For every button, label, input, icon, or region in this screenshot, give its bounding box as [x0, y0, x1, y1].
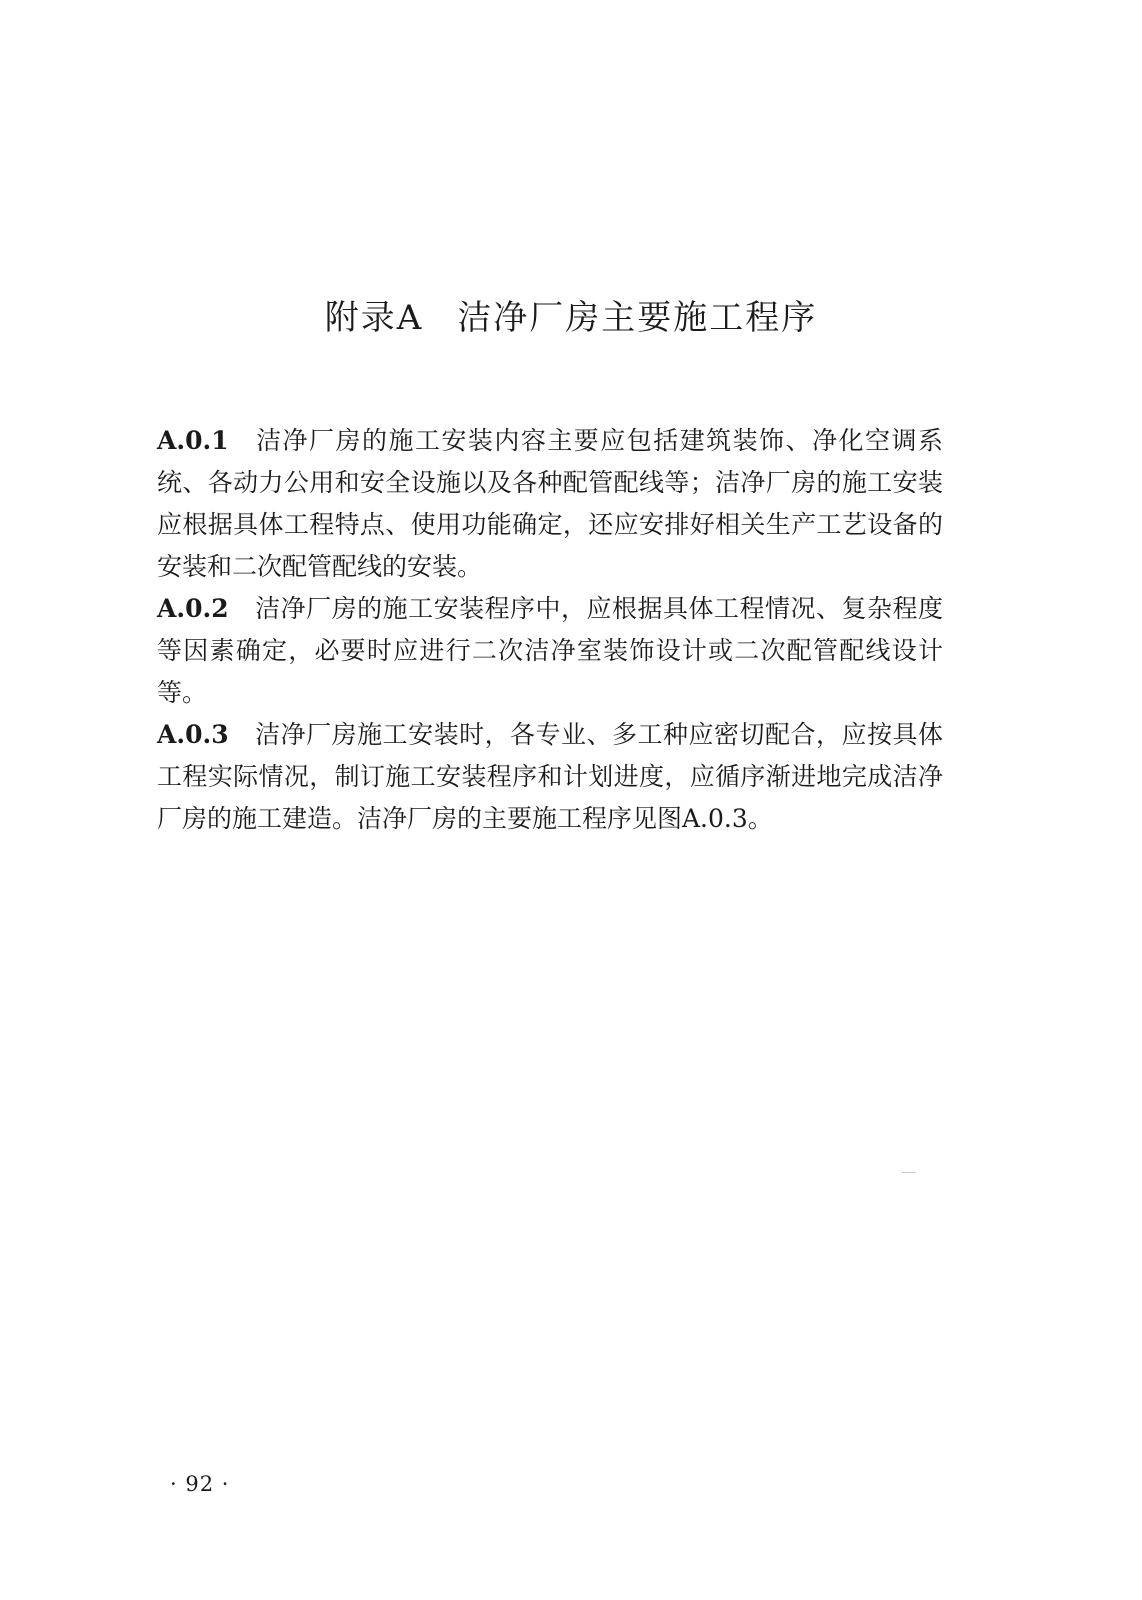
clause-a01 [157, 420, 943, 588]
scan-mark [902, 1172, 916, 1173]
page-number: · 92 · [170, 1472, 230, 1496]
clause-text: 洁净厂房的施工安装内容主要应包括建筑装饰、净化空调系统、各动力公用和安全设施以及各种配管配线等；洁净厂房的施工安装应根据具体工程特点、使用功能确定，还应安排好相关生产工艺设备的安装和二次配管配线的安装。 [157, 426, 943, 581]
clause-text: 洁净厂房施工安装时，各专业、多工种应密切配合，应按具体工程实际情况，制订施工安装程序和计划进度，应循序渐进地完成洁净厂房的施工建造。洁净厂房的主要施工程序见图A.0.3。 [157, 720, 943, 833]
appendix-label: 附录A [324, 298, 424, 338]
clause-number: A.0.2 [157, 594, 229, 623]
clause-number: A.0.1 [157, 426, 229, 455]
clause-text: 洁净厂房的施工安装程序中，应根据具体工程情况、复杂程度等因素确定，必要时应进行二次洁净室装饰设计或二次配管配线设计等。 [157, 594, 943, 707]
page-title [0, 292, 1142, 344]
body-text [157, 420, 943, 840]
clause-number: A.0.3 [157, 720, 229, 749]
clause-a03 [157, 714, 943, 840]
appendix-title: 洁净厂房主要施工程序 [457, 298, 818, 338]
clause-a02 [157, 588, 943, 714]
